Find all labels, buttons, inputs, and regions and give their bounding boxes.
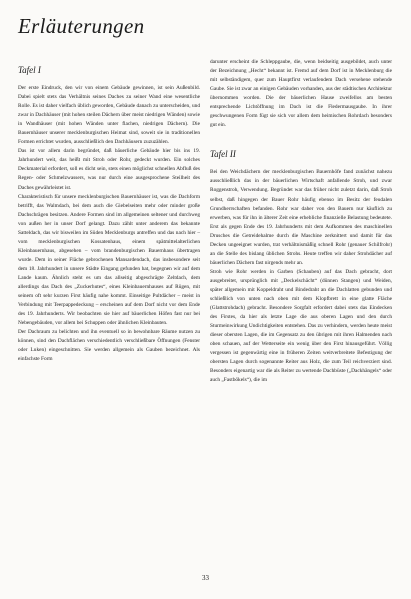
section-gap (210, 130, 392, 142)
paragraph: Der erste Eindruck, den wir von einem Gebäude gewinnen, ist sein Außenbild. Dabei spielt stets das Verhältnis seines Daches zu seiner Wand eine wesentliche Rolle. Es ist daher vielfach üblich geworden, Gebäude danach zu unterscheiden, und zwar in Dachhäuser (mit hohen steilen Dächern über meist niedrigen Wänden) sowie in Wandhäuser (mit hohen Wänden unter flachen, niedrigen Dächern). Die Bauernhäuser unserer mecklenburgischen Heimat sind, soweit sie in traditionellen Formen errichtet wurden, ausschließlich den Dachhäusern zuzuzählen. (18, 85, 200, 146)
section-heading-tafel-1: Tafel I (18, 65, 41, 75)
paragraph: darunter erscheint die Schleppgaube, die, wenn beidseitig ausgebildet, auch unter der Bezeichnung „Hecht“ bekannt ist. Fremd auf dem Dorf ist in Mecklenburg die mit selbständigem, quer zum Hauptfirst verlaufendem Dach versehene stehende Gaube. Sie ist zwar an einigen Gebäuden vorhanden, aus der städtischen Architektur übernommen worden. Die der bäuerlichen Hause zweifellos am besten entsprechende Lichtöffnung im Dach ist die Fledermausgaube. In ihrer geschwungenen Form fügt sie sich vor allem dem heimischen Rohrdach besonders gut ein. (210, 59, 392, 129)
page-title: Erläuterungen (18, 14, 145, 38)
paragraph: Charakteristisch für unsere mecklenburgischen Bauernhäuser ist, was die Dachform betrifft, das Walmdach, bei dem auch die Giebelseiten mehr oder minder große Dachschrägen besitzen. Andere Formen sind im allgemeinen seltener und durchweg von außen her in unser Dorf gelangt. Dazu zählt unter anderem das bekannte Satteldach, das wir bisweilen im Süden Mecklenburgs antreffen und das nach hier – vom mecklenburgischen Kossatenhaus, einem spätmittelalterlichen Kleinbauernhaus, abgesehen – vom brandenburgischen Bauernhaus übertragen wurde. Dem in seiner Fläche gebrochenen Mansardendach, das insbesondere seit dem 18. Jahrhundert in unsere Städte Eingang gefunden hat, begegnen wir auf dem Lande kaum. Ähnlich steht es um das allseitig abgeschrägte Zeltdach, dem allerdings das Dach des „Zuckerhutes“, eines Kleinbauernhauses auf Rügen, mit seinem oft sehr kurzen First häufig nahe kommt. Einseitige Pultdächer – meist in Verbindung mit Teerpappedeckung – erscheinen auf dem Dorf nicht vor dem Ende des 19. Jahrhunderts. Wir beobachten sie hier auf bäuerlichen Höfen fast nur bei Nebengebäuden, vor allem bei Schuppen oder ähnlichen Kleinbauten. (18, 193, 200, 327)
paragraph: Der Dachraum zu belichten und ihn eventuell so in bewohnbare Räume nutzen zu können, sind den Dachflächen verschiedentlich verschließbare Öffnungen (Fenster oder Luken) eingeschnitten. Sie werden allgemein als Gauben bezeichnet. Als einfachste Form (18, 329, 200, 363)
right-column (210, 58, 392, 386)
paragraph: Bei den Weichdächern der mecklenburgischen Bauernhöfe fand zunächst nahezu ausschließlich das in der bäuerlichen Wirtschaft anfallende Stroh, und zwar Roggenstroh, Verwendung. Begründet war das früher nicht zuletzt darin, daß Stroh selbst, daß hingegen der Bauer Rohr häufig ebenso im Besitz der feudalen Grundherrschaften befanden. Rohr war daher von den Bauern nur käuflich zu erwerben, was für ihn in älterer Zeit eine erhebliche finanzielle Belastung bedeutete. Erst als gegen Ende des 19. Jahrhunderts mit dem Aufkommen des maschinellen Drusches die Getreidehalme durch die Maschine zerknittert und damit für das Decken ungeeignet wurden, trat verhältnismäßig schnell Rohr (genauer Schilfrohr) an die Stelle des bislang üblichen Strohs. Heute treffen wir daher Strohdächer auf bäuerlichen Dächern fast nirgends mehr an. (210, 169, 392, 266)
page-number: 33 (202, 574, 209, 582)
paragraph: Stroh wie Rohr werden in Garben (Schauben) auf das Dach gebracht, dort ausgebreitet, ursprünglich mit „Deckelschächt“ (dünnen Stangen) und Weiden, später allgemein mit Koppeldraht und Bindedraht an die Dachlatten gebunden und schließlich von unten nach oben mit dem Klopfbrett in eine glatte Fläche (Glattstrohdach) gebracht. Besondere Sorgfalt erfordert dabei stets das Eindecken des Firstes, da hier als letzte Lage die aus oberen Lagen und den durch Sturmeinwirkung Undichtigkeiten entstehen. Das zu verhindern, werden heute meist dieser obersten Lagen, die im Gegensatz zu den übrigen mit ihren Halmenden nach oben schauen, auf der Wetterseite ein wenig über den First hinausgeführt. Völlig vergessen ist gegenwärtig eine in früheren Zeiten weitverbreitete Befestigung der obersten Lagen durch sogenannte Reiter aus Holz, die zum Teil reichverziert sind. Besonders eigenartig war die als Reiter zu wertende Dachbüste („Dackhängels“ oder auch „Fastbökels“), die im (210, 268, 392, 384)
left-column (18, 58, 200, 364)
paragraph: Das ist vor allem darin begründet, daß bäuerliche Gebäude hier bis ins 19. Jahrhundert weit, das heißt mit Stroh oder Rohr, gedeckt wurden. Ein solches Deckmaterial erfordert, soll es dicht sein, stets einen möglichst schnellen Abfluß des Regen- oder Schmelzwassers, was nur durch eine ausgesprochene Steilheit des Daches gewährleistet ist. (18, 148, 200, 191)
section-heading-tafel-2: Tafel II (210, 149, 236, 160)
